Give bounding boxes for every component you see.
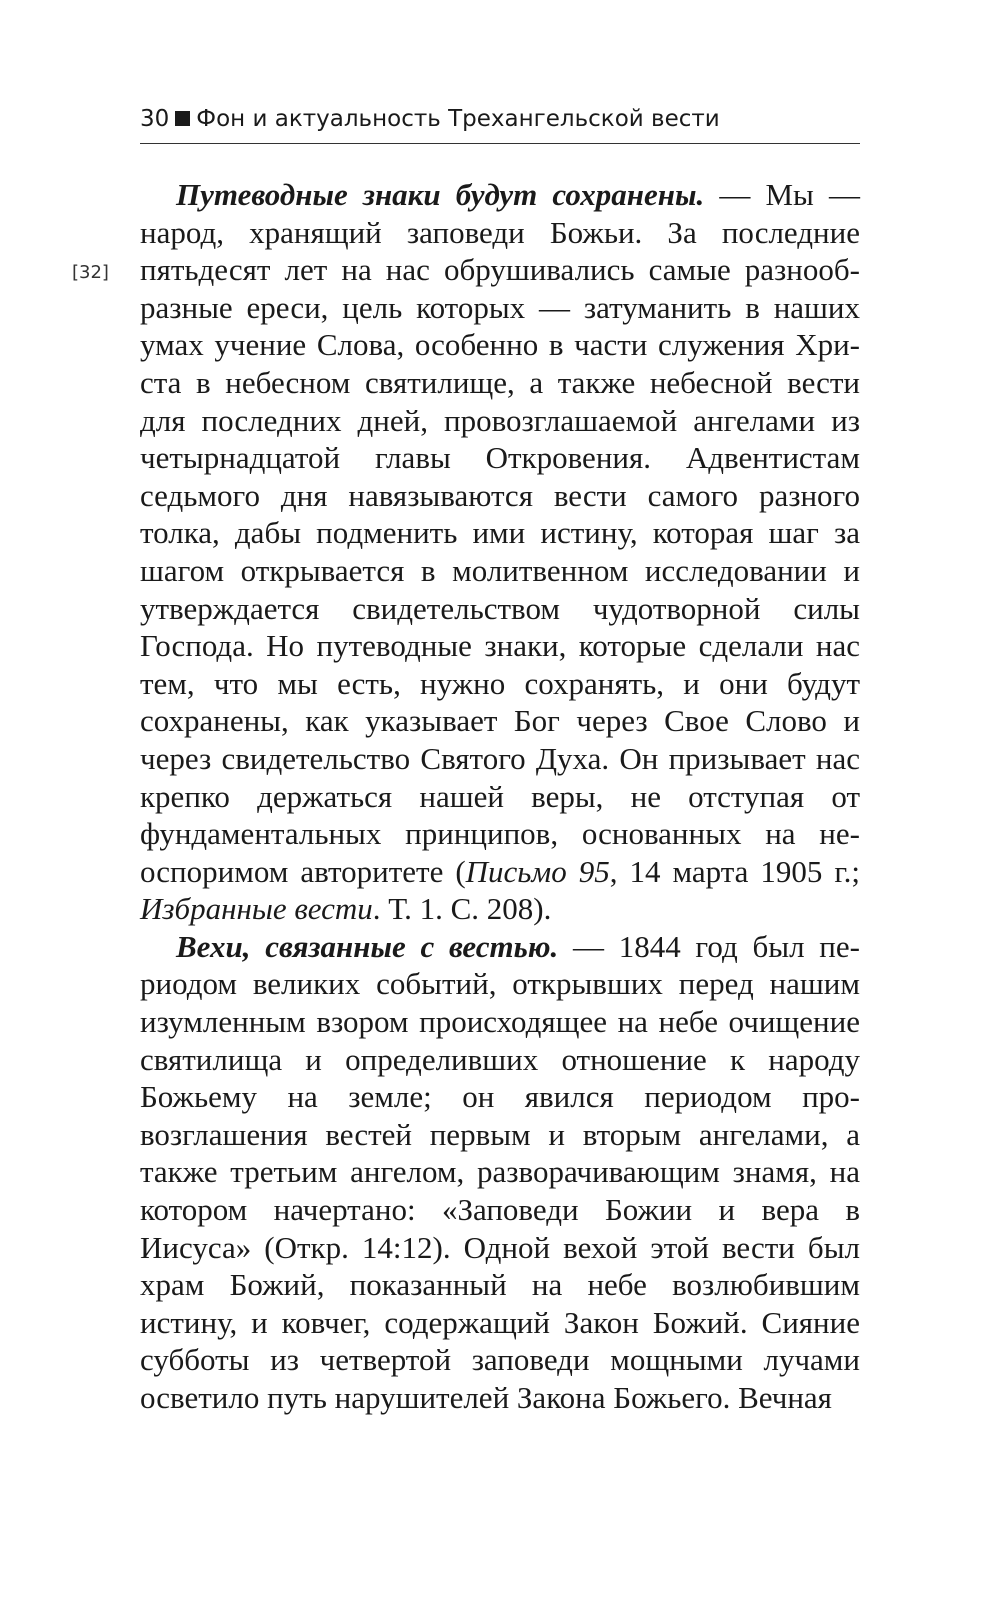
paragraph-text: — 1844 год был периодом великих событий, открывших перед нашим изумленным взором происходящее на небе очищение святилища и определивших отношение к народу Божьему на земле; он явился периодом провозглашения вестей первым и вторым ангелами, а также третьим ангелом, разворачивающим знамя, на котором начертано: «Заповеди Божии и вера в Иисуса» (Откр. 14:12). Одной вехой этой вести был храм Божий, показанный на небе возлюбившим истину, и ковчег, содержащий Закон Божий. Сияние субботы из четвертой заповеди мощными лучами осветило путь нарушителей Закона Божьего. Вечная xyxy=(140,928,860,1415)
paragraph-milestones xyxy=(140,928,860,1417)
page-number: 30 xyxy=(140,106,170,132)
paragraph-landmarks xyxy=(140,176,860,928)
margin-page-reference: [32] xyxy=(72,262,109,283)
paragraph-text: , 14 марта 1905 г.; xyxy=(609,853,860,889)
paragraph-lede: Путеводные знаки будут сохранены. xyxy=(176,177,705,212)
body-text xyxy=(140,176,860,1417)
paragraph-lede: Вехи, связанные с вестью. xyxy=(176,928,559,964)
running-head-title: Фон и актуальность Трехангельской вести xyxy=(196,106,720,132)
citation-title: Избранные вести xyxy=(140,891,373,927)
citation-title: Письмо 95 xyxy=(465,853,610,889)
header-rule xyxy=(140,143,860,144)
running-head xyxy=(140,104,860,134)
paragraph-text: . Т. 1. С. 208). xyxy=(372,891,552,927)
square-bullet-icon xyxy=(175,111,190,126)
paragraph-text: — Мы — народ, хранящий заповеди Божьи. За последние пятьдесят лет на нас обрушивались самые разнообразные ереси, цель которых — затуманить в наших умах учение Слова, особенно в части служения Христа в небесном святилище, а также небесной вести для последних дней, провозглашаемой ангелами из четырнадцатой главы Откровения. Адвентистам седьмого дня навязываются вести самого разного толка, дабы подменить ими истину, которая шаг за шагом открывается в молитвенном исследовании и утверждается свидетельством чудотворной силы Господа. Но путеводные знаки, которые сделали нас тем, что мы есть, нужно сохранять, и они будут сохранены, как указывает Бог через Свое Слово и через свидетельство Святого Духа. Он призывает нас крепко держаться нашей веры, не отступая от фундаментальных принципов, основанных на неоспоримом авторитете ( xyxy=(140,177,860,889)
